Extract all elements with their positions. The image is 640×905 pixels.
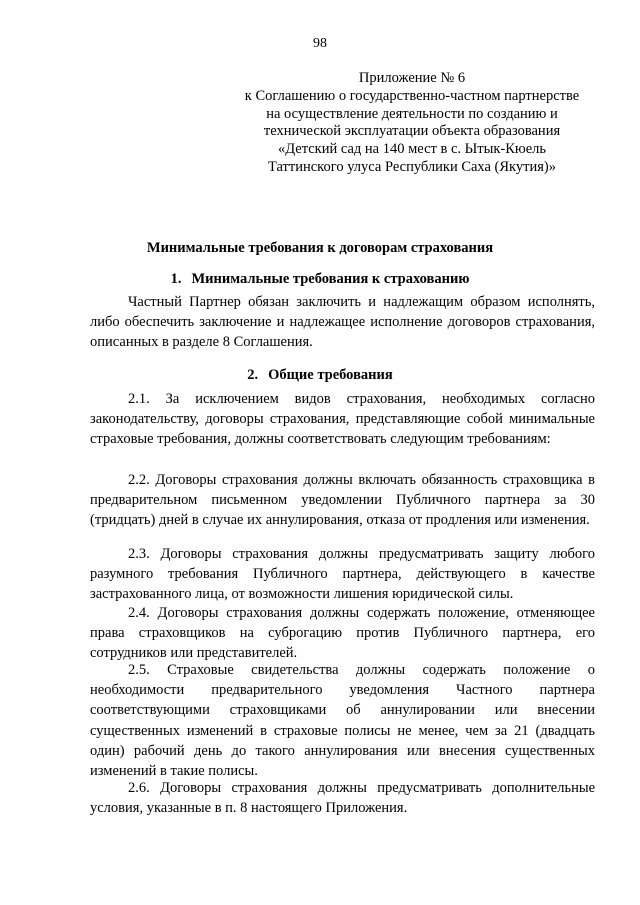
appendix-header bbox=[210, 70, 614, 177]
clause-2-6 bbox=[90, 778, 595, 818]
section-1-title: Минимальные требования к страхованию bbox=[191, 271, 470, 287]
clause-2-1 bbox=[90, 389, 595, 450]
clause-number: 2.4. bbox=[128, 605, 150, 621]
clause-2-3 bbox=[90, 544, 595, 605]
appendix-line: «Детский сад на 140 мест в с. Ытык-Кюель bbox=[277, 141, 547, 158]
appendix-line: к Соглашению о государственно-частном партнерстве bbox=[244, 87, 580, 104]
section-1-text: Частный Партнер обязан заключить и надлежащим образом исполнять, либо обеспечить заключение и надлежащее исполнение договоров страхования, описанных в разделе 8 Соглашения. bbox=[90, 294, 595, 351]
clause-number: 2.3. bbox=[128, 546, 150, 562]
section-1-heading bbox=[0, 270, 640, 288]
clause-2-4 bbox=[90, 603, 595, 664]
section-1-paragraph bbox=[90, 292, 595, 353]
clause-number: 2.6. bbox=[128, 780, 150, 796]
clause-2-5 bbox=[90, 660, 595, 781]
clause-text: Договоры страхования должны содержать положение, отменяющее права страховщиков на суброгацию против Публичного партнера, его сотрудников или представителей. bbox=[90, 605, 595, 662]
clause-2-2 bbox=[90, 470, 595, 531]
section-2-heading bbox=[0, 366, 640, 384]
clause-text: Договоры страхования должны предусматривать защиту любого разумного требования Публичного партнера, действующего в качестве застрахованного лица, от возможности лишения юридической силы. bbox=[90, 546, 595, 603]
clause-number: 2.1. bbox=[128, 391, 150, 407]
section-2-title: Общие требования bbox=[268, 367, 393, 383]
section-2-number: 2. bbox=[247, 367, 259, 383]
appendix-line: Приложение № 6 bbox=[358, 70, 466, 86]
document-title: Минимальные требования к договорам страхования bbox=[146, 240, 494, 256]
clause-text: Договоры страхования должны предусматривать дополнительные условия, указанные в п. 8 настоящего Приложения. bbox=[90, 780, 596, 817]
section-1-number: 1. bbox=[170, 271, 182, 287]
appendix-line: технической эксплуатации объекта образования bbox=[263, 123, 561, 140]
appendix-line: на осуществление деятельности по созданию и bbox=[266, 105, 558, 122]
page-number: 98 bbox=[313, 36, 327, 51]
clause-number: 2.2. bbox=[128, 472, 150, 488]
clause-number: 2.5. bbox=[128, 662, 150, 678]
clause-text: За исключением видов страхования, необходимых согласно законодательству, договоры страхования, представляющие собой минимальные страховые требования, должны соответствовать следующим требованиям: bbox=[90, 391, 595, 448]
appendix-line: Таттинского улуса Республики Саха (Якутия)» bbox=[267, 158, 556, 175]
clause-text: Договоры страхования должны включать обязанность страховщика в предварительном письменном уведомлении Публичного партнера за 30 (тридцать) дней в случае их аннулирования, отказа от продления или изменения. bbox=[90, 472, 596, 529]
clause-text: Страховые свидетельства должны содержать положение о необходимости предварительного уведомления Частного партнера соответствующими страховщиками об аннулировании или внесении существенных изменений в страховые полисы не менее, чем за 21 (двадцать один) рабочий день до такого аннулирования или внесения существенных изменений в такие полисы. bbox=[90, 662, 595, 780]
